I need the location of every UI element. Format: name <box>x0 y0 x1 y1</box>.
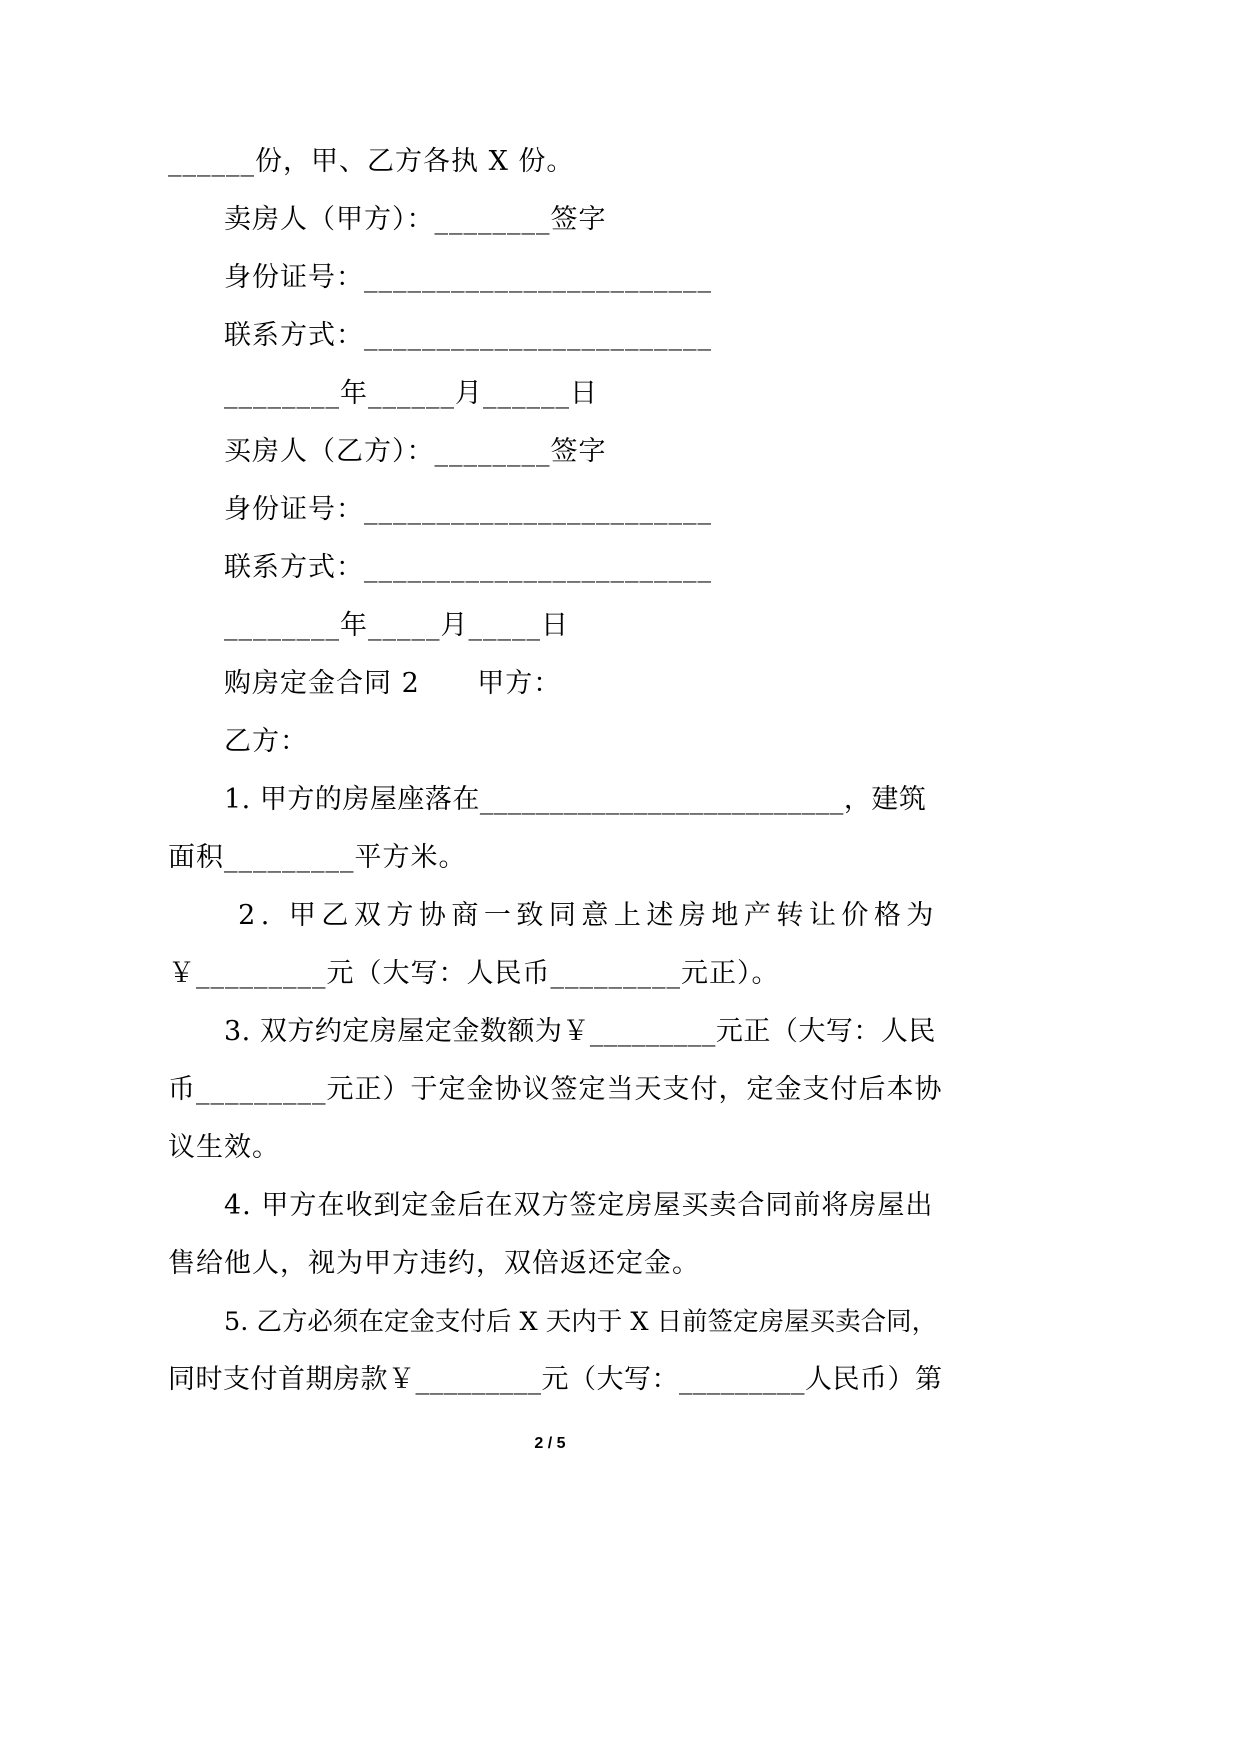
clause-3-line-1: 3. 双方约定房屋定金数额为￥_________元正（大写：人民 <box>224 1016 936 1047</box>
clause-5-line-2: 同时支付首期房款￥_________元（大写：_________人民币）第 <box>168 1364 943 1395</box>
clause-2-line-2: ￥_________元（大写：人民币_________元正）。 <box>168 958 780 989</box>
text-line: ______份，甲、乙方各执 X 份。 <box>168 146 575 177</box>
clause-4-line-1: 4. 甲方在收到定金后在双方签定房屋买卖合同前将房屋出 <box>224 1190 934 1221</box>
buyer-contact-line: 联系方式：________________________ <box>224 552 712 583</box>
seller-signature-line: 卖房人（甲方）：________签字 <box>224 204 607 235</box>
seller-date-line: ________年______月______日 <box>224 378 598 409</box>
clause-4-line-2: 售给他人，视为甲方违约，双倍返还定金。 <box>168 1248 700 1279</box>
buyer-signature-line: 买房人（乙方）：________签字 <box>224 436 607 467</box>
seller-contact-line: 联系方式：________________________ <box>224 320 712 351</box>
clause-3-line-2: 币_________元正）于定金协议签定当天支付，定金支付后本协 <box>168 1074 943 1105</box>
clause-5-line-1: 5. 乙方必须在定金支付后 X 天内于 X 日前签定房屋买卖合同， <box>224 1307 938 1337</box>
clause-2-line-1: 2. 甲乙双方协商一致同意上述房地产转让价格为 <box>224 900 939 931</box>
party-b-line: 乙方： <box>224 726 308 757</box>
buyer-date-line: ________年_____月_____日 <box>224 610 569 641</box>
page-number: 2 / 5 <box>534 1435 566 1452</box>
clause-3-line-3: 议生效。 <box>168 1132 280 1163</box>
contract-heading-line: 购房定金合同 2 甲方： <box>224 668 562 699</box>
clause-1-line-1: 1. 甲方的房屋座落在__________________________，建筑 <box>224 784 927 815</box>
clause-1-line-2: 面积_________平方米。 <box>168 842 467 873</box>
buyer-id-line: 身份证号：________________________ <box>224 494 712 525</box>
seller-id-line: 身份证号：________________________ <box>224 262 712 293</box>
